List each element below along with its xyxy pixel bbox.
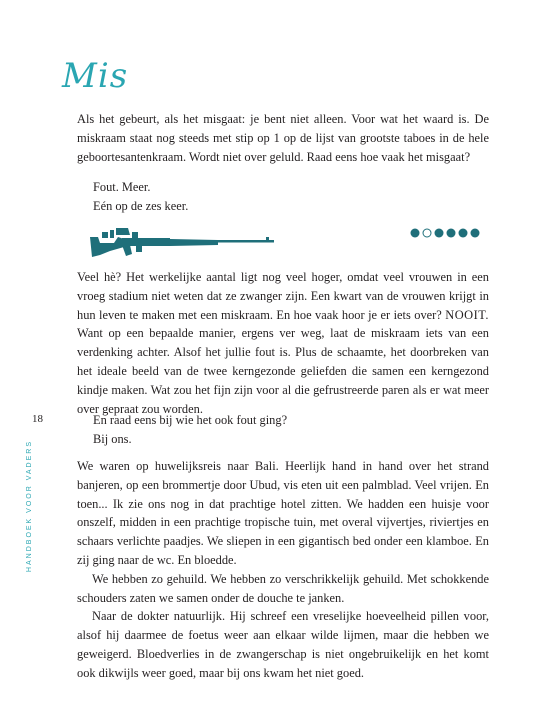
rifle-icon [88, 223, 278, 259]
quote-line: Bij ons. [93, 431, 132, 446]
emphasis-word: NOOIT. [445, 307, 489, 322]
rating-dot-filled [411, 229, 420, 238]
running-head: HANDBOEK VOOR VADERS [26, 440, 33, 573]
story-paragraph: Naar de dokter natuurlijk. Hij schreef een vreselijke hoeveelheid pillen voor, alsof hij daarmee de foetus weer aan elkaar wilde lijmen, maar die hebben we geweigerd. Bloedverlies in de zwangerschap is niet ongebruikelijk en het komt ook dikwijls weer goed, maar bij ons kwam het niet goed. [77, 609, 489, 680]
main-paragraph-end: Want op een bepaalde manier, ergens ver weg, laat de miskraam iets van een verdenking achter. Alsof het jullie fout is. Plus de schaamte, het doorbreken van het ideale beeld van de twee kerngezonde geliefden die samen een kerngezond kindje maken. Wat zou het fijn zijn voor al die gefrustreerde paren als er wat meer over gepraat zou worden. [77, 326, 489, 416]
story-paragraph: We hebben zo gehuild. We hebben zo verschrikkelijk gehuild. Met schokkende schouders zaten we samen onder de douche te janken. [77, 571, 489, 605]
quote-line: Eén op de zes keer. [93, 198, 189, 213]
main-paragraph [77, 268, 489, 418]
rating-dot-filled [471, 229, 480, 238]
rating-dot-empty [423, 229, 431, 237]
story-paragraph: We waren op huwelijksreis naar Bali. Heerlijk hand in hand over het strand banjeren, op een brommertje door Ubud, vis eten uit een palmblad. Veel vrijen. En toen... Ik zie ons nog in dat prachtige hotel zitten. We hadden een huisje voor onszelf, midden in een prachtige tropische tuin, met overal vijvertjes, riviertjes en schaars verlichte paadjes. We sliepen in een gigantisch bed onder een klamboe. En zij ging naar de wc. En bloedde. [77, 459, 489, 567]
rating-dot-filled [459, 229, 468, 238]
chapter-title: Mis [62, 56, 129, 96]
rating-dot-filled [447, 229, 456, 238]
quote-line: En raad eens bij wie het ook fout ging? [93, 413, 288, 427]
page-number: 18 [32, 413, 43, 425]
rating-dot-filled [435, 229, 444, 238]
quote-line: Fout. Meer. [93, 180, 151, 194]
main-paragraph-start: Veel hè? Het werkelijke aantal ligt nog veel hoger, omdat veel vrouwen in een vroeg stadium niet weten dat ze zwanger zijn. Een kwart van de vrouwen krijgt in hun leven te maken met een miskraam. En hoe vaak hoor je er iets over? [77, 270, 489, 322]
rating-dots [410, 227, 490, 239]
intro-paragraph: Als het gebeurt, als het misgaat: je bent niet alleen. Voor wat het waard is. De miskraam staat nog steeds met stip op 1 op de lijst van grootste taboes in de hele geboortesantenkraam. Wordt niet over geluld. Raad eens hoe vaak het misgaat? [77, 112, 489, 164]
story-section [77, 457, 489, 683]
quote-block-2 [93, 411, 287, 449]
quote-block-1 [93, 178, 188, 216]
